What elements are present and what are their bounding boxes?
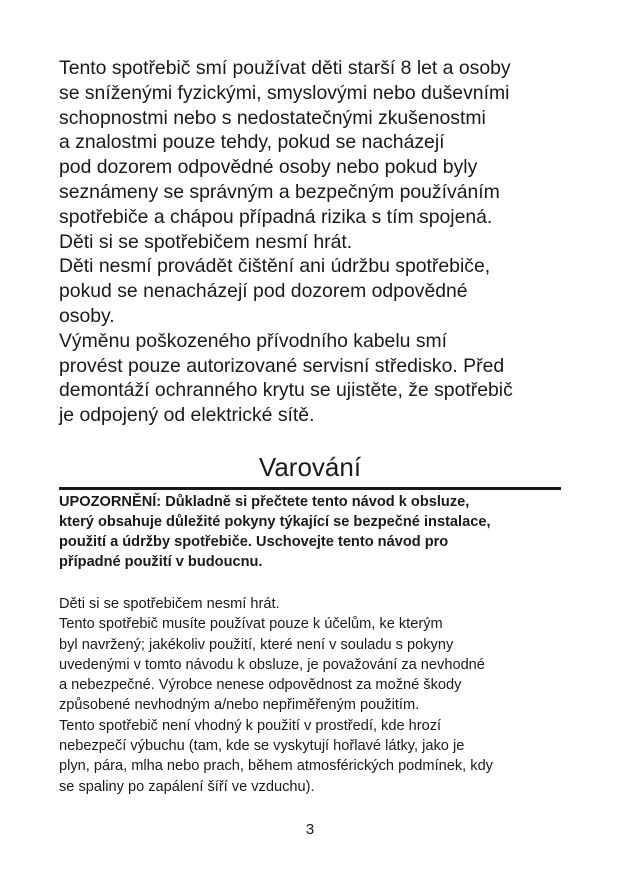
intro-line: je odpojený od elektrické sítě. xyxy=(59,404,315,427)
body-line: Děti si se spotřebičem nesmí hrát. xyxy=(59,596,280,612)
intro-line: Výměnu poškozeného přívodního kabelu smí xyxy=(59,329,448,352)
body-line: plyn, pára, mlha nebo prach, během atmosférických podmínek, kdy xyxy=(59,758,493,775)
intro-line: provést pouze autorizované servisní středisko. Před xyxy=(59,354,505,377)
body-line: se spaliny po zapálení šíří ve vzduchu). xyxy=(59,778,315,795)
intro-line: se sníženými fyzickými, smyslovými nebo duševními xyxy=(59,81,510,104)
intro-line: Děti nesmí provádět čištění ani údržbu spotřebiče, xyxy=(59,255,491,278)
body-line: Tento spotřebič musíte používat pouze k účelům, ke kterým xyxy=(59,616,443,633)
body-line: Tento spotřebič není vhodný k použití v prostředí, kde hrozí xyxy=(59,717,442,734)
body-line: a nebezpečné. Výrobce nenese odpovědnost za možné škody xyxy=(59,677,462,694)
intro-line: pokud se nenacházejí pod dozorem odpovědné xyxy=(59,280,468,303)
warning-line: případné použití v budoucnu. xyxy=(59,554,263,570)
intro-line: seznámeny se správným a bezpečným používáním xyxy=(59,180,500,203)
intro-line: pod dozorem odpovědné osoby nebo pokud byly xyxy=(59,156,478,179)
body-line: nebezpečí výbuchu (tam, kde se vyskytují hořlavé látky, jako je xyxy=(59,738,465,755)
body-paragraph xyxy=(59,594,569,797)
intro-line: osoby. xyxy=(59,304,115,327)
warning-notice xyxy=(59,492,569,572)
body-line: způsobené nevhodným a/nebo nepřiměřeným použitím. xyxy=(59,697,420,714)
section-divider xyxy=(59,487,561,490)
intro-line: spotřebiče a chápou případná rizika s tím spojená. xyxy=(59,205,493,228)
intro-line: demontáží ochranného krytu se ujistěte, že spotřebič xyxy=(59,379,513,402)
intro-line: Tento spotřebič smí používat děti starší 8 let a osoby xyxy=(59,57,511,79)
intro-paragraph xyxy=(59,56,569,428)
warning-line: použití a údržby spotřebiče. Uschovejte tento návod pro xyxy=(59,534,449,550)
intro-line: a znalostmi pouze tehdy, pokud se nacházejí xyxy=(59,131,445,154)
warning-line: který obsahuje důležité pokyny týkající se bezpečné instalace, xyxy=(59,514,491,530)
page-number: 3 xyxy=(305,821,315,838)
intro-line: Děti si se spotřebičem nesmí hrát. xyxy=(59,230,353,253)
section-title: Varování xyxy=(258,452,362,482)
warning-line: UPOZORNĚNÍ: Důkladně si přečtete tento návod k obsluze, xyxy=(59,494,470,510)
intro-line: schopnostmi nebo s nedostatečnými zkušenostmi xyxy=(59,106,486,129)
body-line: uvedenými v tomto návodu k obsluze, je považování za nevhodné xyxy=(59,656,485,673)
body-line: byl navržený; jakékoliv použití, které není v souladu s pokyny xyxy=(59,636,454,653)
